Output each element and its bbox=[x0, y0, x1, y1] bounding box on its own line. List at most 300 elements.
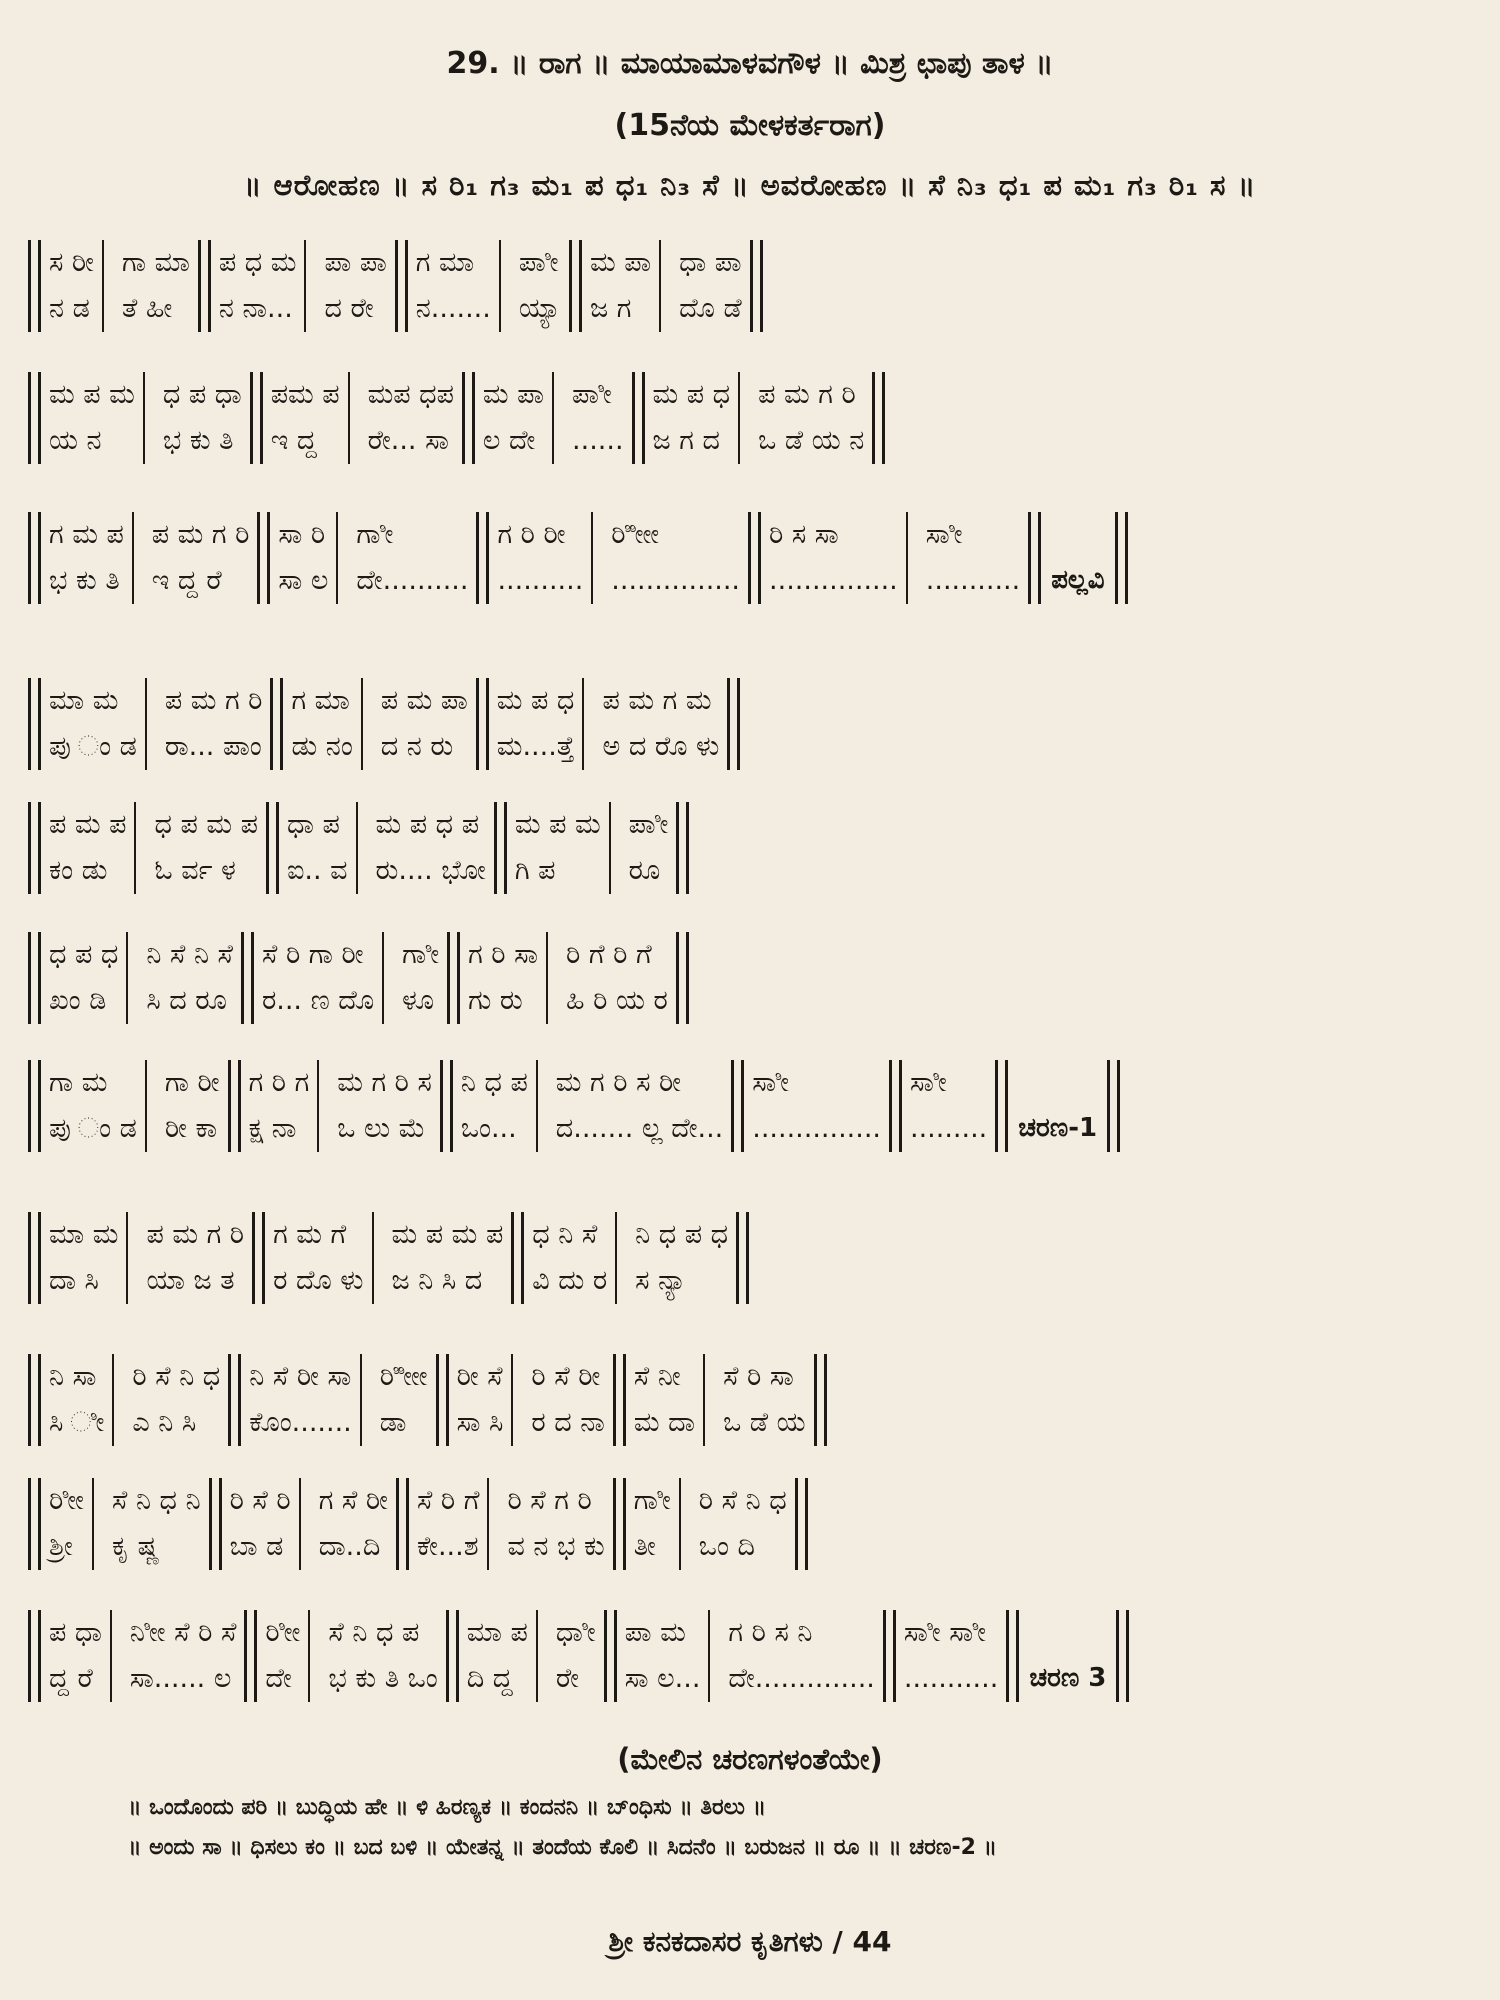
sahitya-text: ರೀ ಕಾ bbox=[164, 1113, 218, 1144]
sahitya-text: ನ ನಾ... bbox=[218, 293, 293, 324]
swara-text: ಧ ಪ ಧಾ bbox=[162, 379, 242, 410]
single-bar-line bbox=[112, 1354, 124, 1446]
sahitya-text: ...... bbox=[572, 425, 624, 456]
notation-cell bbox=[279, 802, 356, 894]
swara-text: ನಿ ಧ ಪ bbox=[460, 1067, 528, 1098]
notation-cell bbox=[460, 932, 546, 1024]
single-bar-line bbox=[356, 802, 368, 894]
sahitya-text: ಡು ನಂ bbox=[291, 731, 353, 762]
notation-cell bbox=[41, 802, 134, 894]
notation-cell bbox=[41, 1610, 110, 1702]
sahitya-text: ಕಂ ಡು bbox=[49, 855, 108, 886]
swara-text: ಮ ಪ ಧ ಪ bbox=[375, 809, 479, 840]
swara-text: ಮ ಪಾ bbox=[590, 247, 652, 278]
notation-cell bbox=[548, 1060, 731, 1152]
sahitya-text: ಎ ನಿ ಸಿ bbox=[132, 1407, 197, 1438]
sahitya-text: ದ ರೇ bbox=[324, 293, 374, 324]
sahitya-text: ಕ್ಷ ನಾ bbox=[248, 1113, 297, 1144]
notation-cell bbox=[558, 932, 676, 1024]
notation-cell bbox=[283, 678, 360, 770]
sahitya-text: ವ ನ ಭ ಕು bbox=[507, 1531, 605, 1562]
notation-cell bbox=[507, 802, 609, 894]
double-bar-line bbox=[569, 240, 582, 332]
sahitya-text: ಒ ಲು ಮೆ bbox=[337, 1113, 426, 1144]
page-footer: ಶ್ರೀ ಕನಕದಾಸರ ಕೃತಿಗಳು / 44 bbox=[608, 1925, 892, 1958]
sahitya-text: ದೊ ಡೆ bbox=[679, 293, 742, 324]
swara-text: ಮಪ ಧಪ bbox=[367, 379, 454, 410]
sahitya-text: ಸಾ ಲ... bbox=[624, 1663, 701, 1694]
double-bar-line bbox=[748, 512, 761, 604]
sahitya-text: ಕೃ ಷ್ಣ bbox=[111, 1531, 160, 1562]
single-bar-line bbox=[591, 512, 603, 604]
sahitya-text: ವಿ ದು ರ bbox=[532, 1265, 608, 1296]
sahitya-text: ಭ ಕು ತಿ bbox=[49, 565, 120, 596]
sahitya-text: ಸಿ ದ ರೂ bbox=[146, 985, 227, 1016]
sahitya-text: ದೇ.............. bbox=[728, 1663, 875, 1694]
notation-cell bbox=[270, 512, 336, 604]
section-label: ಚರಣ 3 bbox=[1029, 1663, 1107, 1693]
double-bar-line bbox=[676, 802, 689, 894]
notation-cell bbox=[155, 372, 250, 464]
notation-cell bbox=[409, 1478, 488, 1570]
swara-text: ನಿ ಸಾ bbox=[49, 1361, 97, 1392]
notation-row bbox=[28, 512, 1128, 604]
notation-row bbox=[28, 932, 689, 1024]
single-bar-line bbox=[609, 802, 621, 894]
double-bar-line bbox=[736, 1212, 749, 1304]
swara-text: ನಿ ಸೆ ರೀ ಸಾ bbox=[249, 1361, 352, 1392]
swara-text: ಧ ಪ ಮ ಪ bbox=[154, 809, 258, 840]
notation-cell bbox=[241, 1060, 318, 1152]
swara-text: ರೀ ಸೆ bbox=[456, 1361, 503, 1392]
notation-cell bbox=[720, 1610, 882, 1702]
notation-cell bbox=[499, 1478, 612, 1570]
double-bar-line bbox=[28, 678, 41, 770]
double-bar-line bbox=[613, 1478, 626, 1570]
sahitya-text: ಸಾ ಸಿ bbox=[456, 1407, 504, 1438]
swara-text: ಮಾ ಮ bbox=[49, 685, 119, 716]
sahitya-text: ರ... ಣ ದೊ bbox=[261, 985, 375, 1016]
sahitya-text: ರಾ... ಪಾಂ bbox=[164, 731, 262, 762]
notation-cell bbox=[627, 1212, 736, 1304]
single-bar-line bbox=[615, 1212, 627, 1304]
notation-cell bbox=[394, 932, 447, 1024]
notation-cell bbox=[626, 1354, 703, 1446]
notation-cell bbox=[582, 240, 659, 332]
notation-cell bbox=[241, 1354, 360, 1446]
swara-text: ಪ ಮ ಪಾ bbox=[380, 685, 468, 716]
sahitya-text: ಒ ಡೆ ಯ ನ bbox=[758, 425, 865, 456]
sahitya-text: ದೇ bbox=[265, 1663, 292, 1694]
notation-block bbox=[28, 1478, 808, 1570]
double-bar-line bbox=[28, 1354, 41, 1446]
sahitya-text: ............... bbox=[769, 565, 898, 596]
single-bar-line bbox=[382, 932, 394, 1024]
double-bar-line bbox=[28, 240, 41, 332]
double-bar-line bbox=[395, 240, 408, 332]
sahitya-text: ಒಂ... bbox=[460, 1113, 517, 1144]
sahitya-text: ರ ದೊ ಳು bbox=[273, 1265, 364, 1296]
double-bar-line bbox=[28, 1212, 41, 1304]
notation-cell bbox=[254, 932, 382, 1024]
single-bar-line bbox=[487, 1478, 499, 1570]
sahitya-text: ಬಾ ಡ bbox=[229, 1531, 284, 1562]
sahitya-text: ರು.... ಭೋ bbox=[375, 855, 486, 886]
swara-text: ರೀೀೀ bbox=[379, 1361, 428, 1392]
notation-cell bbox=[523, 1354, 612, 1446]
notation-cell bbox=[489, 512, 591, 604]
notation-cell bbox=[621, 802, 677, 894]
double-bar-line bbox=[613, 1354, 626, 1446]
single-bar-line bbox=[308, 1610, 320, 1702]
notation-row bbox=[28, 240, 763, 332]
double-bar-line bbox=[1107, 1060, 1120, 1152]
notation-cell bbox=[138, 932, 241, 1024]
swara-text: ಪ ಮ ಗ ರಿ bbox=[151, 519, 250, 550]
swara-text: ಪ ಮ ಗ ಮ bbox=[602, 685, 712, 716]
swara-text: ಪ ಧ ಮ bbox=[218, 247, 297, 278]
notation-cell bbox=[408, 240, 499, 332]
double-bar-line bbox=[257, 512, 270, 604]
swara-text: ಸೆ ರಿ ಸಾ bbox=[723, 1361, 794, 1392]
swara-text: ಗ ರಿ ಗ bbox=[248, 1067, 310, 1098]
swara-text: ಮ ಪ ಮ bbox=[49, 379, 135, 410]
section-label: ಪಲ್ಲವಿ bbox=[1051, 565, 1105, 595]
single-bar-line bbox=[126, 932, 138, 1024]
sahitya-text: ಅ ದ ರೊ ಳು bbox=[602, 731, 720, 762]
notation-block bbox=[28, 372, 885, 464]
double-bar-line bbox=[462, 372, 475, 464]
single-bar-line bbox=[92, 1478, 104, 1570]
sahitya-text: ......... bbox=[910, 1113, 988, 1144]
notation-cell bbox=[761, 512, 906, 604]
double-bar-line bbox=[241, 932, 254, 1024]
swara-text: ರಿ ಸೆ ಗ ರಿ bbox=[507, 1485, 592, 1516]
double-bar-line bbox=[28, 1060, 41, 1152]
double-bar-line bbox=[228, 1354, 241, 1446]
notation-cell bbox=[348, 512, 476, 604]
single-bar-line bbox=[708, 1610, 720, 1702]
notation-cell bbox=[257, 1610, 308, 1702]
swara-text: ಧಾ ಪಾ bbox=[679, 247, 742, 278]
swara-text: ಸೆ ರಿ ಗೆ bbox=[416, 1485, 480, 1516]
notation-cell bbox=[918, 512, 1028, 604]
swara-text: ಗ ಮ ಪ bbox=[49, 519, 124, 550]
notation-block bbox=[28, 678, 740, 770]
notation-cell bbox=[311, 1478, 396, 1570]
swara-text: ಗ ಸೆ ರೀ bbox=[318, 1485, 388, 1516]
notation-row bbox=[28, 1354, 827, 1446]
swara-text: ಗ ಮಾ bbox=[415, 247, 475, 278]
notation-cell bbox=[617, 1610, 709, 1702]
double-bar-line bbox=[727, 678, 740, 770]
sahitya-text: ನ ಡ bbox=[49, 293, 90, 324]
notation-cell bbox=[124, 1354, 228, 1446]
notation-cell bbox=[41, 1212, 126, 1304]
sahitya-text: ಜ ಗ ದ bbox=[652, 425, 720, 456]
swara-text: ಮ ಪ ಮ bbox=[514, 809, 601, 840]
swara-text: ಸೆ ನಿ ಧ ನಿ bbox=[111, 1485, 201, 1516]
double-bar-line bbox=[494, 802, 507, 894]
sahitya-text: ರೇ... ಸಾ bbox=[367, 425, 449, 456]
single-bar-line bbox=[145, 1060, 157, 1152]
footer-note: (ಮೇಲಿನ ಚರಣಗಳಂತೆಯೇ) bbox=[617, 1742, 883, 1776]
single-bar-line bbox=[679, 1478, 691, 1570]
notation-cell bbox=[144, 512, 258, 604]
swara-text: ಪ ಮ ಗ ರಿ bbox=[758, 379, 856, 410]
notation-block bbox=[28, 802, 689, 894]
notation-cell bbox=[449, 1354, 512, 1446]
notation-cell bbox=[475, 372, 552, 464]
single-bar-line bbox=[499, 240, 511, 332]
swara-text: ರಿ ಸೆ ನಿ ಧ bbox=[698, 1485, 787, 1516]
swara-text: ಸೆ ನಿ ಧ ಪ bbox=[328, 1617, 420, 1648]
sahitya-text: ರ ದ ನಾ bbox=[531, 1407, 605, 1438]
double-bar-line bbox=[1116, 1610, 1129, 1702]
swara-text: ಪಮ ಪ bbox=[270, 379, 340, 410]
footer-line-1: ॥ ಒಂದೊಂದು ಪರಿ ॥ ಬುದ್ಧಿಯ ಹೇ ॥ ಳಿ ಹಿರಣ್ಯಕ ॥ ಕಂದನನಿ ॥ ಬ್ಂಧಿಸು ॥ ತಿರಲು ॥ bbox=[128, 1795, 767, 1820]
single-bar-line bbox=[536, 1060, 548, 1152]
swara-text: ಸಾೀ bbox=[910, 1067, 947, 1098]
single-bar-line bbox=[360, 1354, 372, 1446]
swara-text: ಗ ರಿ ಸಾ bbox=[468, 939, 539, 970]
swara-text: ಮ ಪಾ bbox=[482, 379, 545, 410]
swara-text: ಮ ಪ ಮ ಪ bbox=[391, 1219, 504, 1250]
double-bar-line bbox=[676, 932, 689, 1024]
swara-text: ಮ ಗ ರಿ ಸ bbox=[337, 1067, 432, 1098]
notation-row bbox=[28, 1610, 1129, 1702]
double-bar-line bbox=[28, 512, 41, 604]
notation-cell bbox=[157, 1060, 228, 1152]
double-bar-line bbox=[889, 1060, 902, 1152]
notation-cell bbox=[368, 802, 494, 894]
single-bar-line bbox=[304, 240, 316, 332]
sahitya-text: ಯಾ ಜ ತ bbox=[146, 1265, 235, 1296]
notation-block bbox=[28, 1060, 1120, 1152]
double-bar-line bbox=[632, 372, 645, 464]
notation-cell bbox=[744, 1060, 889, 1152]
notation-cell bbox=[320, 1610, 445, 1702]
notation-cell bbox=[157, 678, 271, 770]
swara-text: ಮ ಗ ರಿ ಸ ರೀ bbox=[555, 1067, 682, 1098]
double-bar-line bbox=[731, 1060, 744, 1152]
sahitya-text: ಲ ದೇ bbox=[482, 425, 536, 456]
sahitya-text: ಯ ನ bbox=[49, 425, 102, 456]
double-bar-line bbox=[447, 932, 460, 1024]
sahitya-text: ಪು ಂ ಡ bbox=[49, 1113, 137, 1144]
swara-text: ಮಾ ಪ bbox=[466, 1617, 528, 1648]
single-bar-line bbox=[582, 678, 594, 770]
notation-block bbox=[28, 240, 763, 332]
single-bar-line bbox=[738, 372, 750, 464]
swara-text: ಪ ಮ ಪ bbox=[49, 809, 127, 840]
sahitya-text: ಖಂ ಡಿ bbox=[49, 985, 107, 1016]
sahitya-text: ದ್ದ ರೆ bbox=[49, 1663, 93, 1694]
single-bar-line bbox=[132, 512, 144, 604]
swara-text: ಮ ಪ ಧ bbox=[496, 685, 575, 716]
swara-text: ಗ ಮ ಗೆ bbox=[273, 1219, 347, 1250]
single-bar-line bbox=[102, 240, 114, 332]
swara-text: ಗಾ ರೀ bbox=[164, 1067, 220, 1098]
double-bar-line bbox=[436, 1354, 449, 1446]
swara-text: ಪ ಧಾ bbox=[49, 1617, 102, 1648]
swara-text: ಸೆ ನೀ bbox=[633, 1361, 681, 1392]
page-title: 29. ॥ ರಾಗ ॥ ಮಾಯಾಮಾಳವಗೌಳ ॥ ಮಿಶ್ರ ಛಾಪು ತಾಳ ॥ bbox=[446, 46, 1054, 81]
notation-row bbox=[28, 1212, 749, 1304]
swara-text: ಧ ಪ ಧ bbox=[49, 939, 119, 970]
double-bar-line bbox=[198, 240, 211, 332]
swara-text: ರೀೀೀ bbox=[611, 519, 660, 550]
double-bar-line bbox=[228, 1060, 241, 1152]
sahitya-text: ಶ್ರೀ bbox=[49, 1531, 73, 1562]
double-bar-line bbox=[250, 372, 263, 464]
notation-cell bbox=[548, 1610, 604, 1702]
single-bar-line bbox=[659, 240, 671, 332]
sahitya-text: ಭ ಕು ತಿ ಒಂ bbox=[328, 1663, 438, 1694]
swara-text: ಪಾ ಮ bbox=[624, 1617, 686, 1648]
double-bar-line bbox=[814, 1354, 827, 1446]
sahitya-text: ............... bbox=[752, 1113, 881, 1144]
double-bar-line bbox=[28, 1478, 41, 1570]
single-bar-line bbox=[511, 1354, 523, 1446]
sahitya-text: ಓ ರ್ವ ಳ bbox=[154, 855, 236, 886]
notation-cell bbox=[41, 1060, 145, 1152]
swara-text: ರಿ ಸ ಸಾ bbox=[769, 519, 839, 550]
notation-cell bbox=[41, 932, 126, 1024]
notation-cell bbox=[511, 240, 569, 332]
single-bar-line bbox=[546, 932, 558, 1024]
notation-row bbox=[28, 678, 740, 770]
sahitya-text: .......... bbox=[497, 565, 584, 596]
notation-cell bbox=[594, 678, 727, 770]
notation-cell bbox=[329, 1060, 440, 1152]
notation-cell bbox=[603, 512, 748, 604]
single-bar-line bbox=[906, 512, 918, 604]
single-bar-line bbox=[134, 802, 146, 894]
double-bar-line bbox=[209, 1478, 222, 1570]
double-bar-line bbox=[872, 372, 885, 464]
sahitya-text: ಮ....ತ್ತೆ bbox=[496, 731, 575, 762]
notation-cell bbox=[104, 1478, 209, 1570]
single-bar-line bbox=[110, 1610, 122, 1702]
sahitya-text: ಗು ರು bbox=[468, 985, 523, 1016]
single-bar-line bbox=[317, 1060, 329, 1152]
double-bar-line bbox=[883, 1610, 896, 1702]
swara-text: ಸಾೀ ಸಾೀ bbox=[903, 1617, 987, 1648]
notation-block bbox=[28, 1610, 1129, 1702]
double-bar-line bbox=[1028, 512, 1041, 604]
swara-text: ಗ ರಿ ರೀ bbox=[497, 519, 566, 550]
notation-block bbox=[28, 932, 689, 1024]
double-bar-line bbox=[476, 678, 489, 770]
raga-scale: ॥ ಆರೋಹಣ ॥ ಸ ರಿ₁ ಗ₃ ಮ₁ ಪ ಧ₁ ನಿ₃ ಸೆ ॥ ಅವರೋಹಣ ॥ ಸೆ ನಿ₃ ಧ₁ ಪ ಮ₁ ಗ₃ ರಿ₁ ಸ ॥ bbox=[243, 168, 1257, 202]
notation-cell bbox=[691, 1478, 795, 1570]
sahitya-text: ಕೇ...ಶ bbox=[416, 1531, 479, 1562]
sahitya-text: ಳೂ bbox=[402, 985, 434, 1016]
notation-cell bbox=[671, 240, 750, 332]
sahitya-text: ............... bbox=[611, 565, 741, 596]
swara-text: ರಿ ಸೆ ರಿ bbox=[229, 1485, 291, 1516]
double-bar-line bbox=[795, 1478, 808, 1570]
notation-block bbox=[28, 512, 1128, 604]
notation-cell bbox=[138, 1212, 252, 1304]
sahitya-text: ದ....... ಲ್ಲ ದೇ... bbox=[555, 1113, 724, 1144]
swara-text: ಪ ಮ ಗ ರಿ bbox=[164, 685, 263, 716]
swara-text: ಸೆ ರಿ ಗಾ ರೀ bbox=[261, 939, 364, 970]
notation-cell bbox=[263, 372, 348, 464]
sahitya-text: ದಾ ಸಿ bbox=[49, 1265, 99, 1296]
swara-text: ಗಾೀ bbox=[402, 939, 440, 970]
notation-cell bbox=[265, 1212, 371, 1304]
sahitya-text: ಇ ದ್ದ ರೆ bbox=[151, 565, 222, 596]
single-bar-line bbox=[703, 1354, 715, 1446]
double-bar-line bbox=[244, 1610, 257, 1702]
swara-text: ಪಾೀ bbox=[628, 809, 669, 840]
notation-cell bbox=[114, 240, 198, 332]
sahitya-text: ದ ನ ರು bbox=[380, 731, 454, 762]
notation-cell bbox=[41, 678, 145, 770]
swara-text: ಸಾೀ bbox=[925, 519, 963, 550]
double-bar-line bbox=[396, 1478, 409, 1570]
swara-text: ಸಾೀ bbox=[752, 1067, 790, 1098]
swara-text: ಗ ಮಾ bbox=[291, 685, 350, 716]
notation-cell bbox=[626, 1478, 679, 1570]
notation-cell bbox=[902, 1060, 995, 1152]
sahitya-text: ಒಂ ದಿ bbox=[698, 1531, 755, 1562]
swara-text: ಸಾ ರಿ bbox=[278, 519, 326, 550]
section-label: ಚರಣ-1 bbox=[1018, 1113, 1098, 1143]
notation-cell bbox=[896, 1610, 1006, 1702]
notation-cell bbox=[41, 1354, 112, 1446]
notation-row bbox=[28, 802, 689, 894]
swara-text: ಗಾೀ bbox=[356, 519, 394, 550]
double-bar-line bbox=[750, 240, 763, 332]
double-bar-line bbox=[476, 512, 489, 604]
sahitya-text: ರೂ bbox=[628, 855, 661, 886]
swara-text: ನೀೀ ಸೆ ರಿ ಸೆ bbox=[129, 1617, 237, 1648]
sahitya-text: ಯ್ಯಾ bbox=[518, 293, 562, 324]
sahitya-text: ಜ ನಿ ಸಿ ದ bbox=[391, 1265, 483, 1296]
sahitya-text: ದೇ.......... bbox=[356, 565, 469, 596]
double-bar-line bbox=[28, 802, 41, 894]
sahitya-text: ನ....... bbox=[415, 293, 491, 324]
notation-block bbox=[28, 1212, 749, 1304]
swara-text: ಗಾೀ bbox=[633, 1485, 671, 1516]
sahitya-text: ಹಿ ರಿ ಯ ರ bbox=[566, 985, 668, 1016]
sahitya-text: ಐ.. ವ bbox=[286, 855, 348, 886]
single-bar-line bbox=[348, 372, 360, 464]
swara-text: ಗಾ ಮ bbox=[49, 1067, 108, 1098]
notation-cell bbox=[459, 1610, 536, 1702]
swara-text: ರಿ ಸೆ ನಿ ಧ bbox=[132, 1361, 221, 1392]
notation-cell bbox=[564, 372, 632, 464]
swara-text: ನಿ ಸೆ ನಿ ಸೆ bbox=[146, 939, 233, 970]
notation-cell bbox=[645, 372, 739, 464]
double-bar-line bbox=[28, 932, 41, 1024]
double-bar-line bbox=[252, 1212, 265, 1304]
double-bar-line bbox=[1115, 512, 1128, 604]
double-bar-line bbox=[446, 1610, 459, 1702]
sahitya-text: ಭ ಕು ತಿ bbox=[162, 425, 234, 456]
sahitya-text: ತೀ bbox=[633, 1531, 656, 1562]
sahitya-text: ಸಿ ೀ bbox=[49, 1407, 105, 1438]
swara-text: ಮಾ ಮ bbox=[49, 1219, 119, 1250]
double-bar-line bbox=[511, 1212, 524, 1304]
notation-cell bbox=[41, 1478, 92, 1570]
raga-subtitle: (15ನೆಯ ಮೇಳಕರ್ತರಾಗ) bbox=[614, 108, 886, 143]
double-bar-line bbox=[995, 1060, 1008, 1152]
swara-text: ಸ ರೀ bbox=[49, 247, 94, 278]
